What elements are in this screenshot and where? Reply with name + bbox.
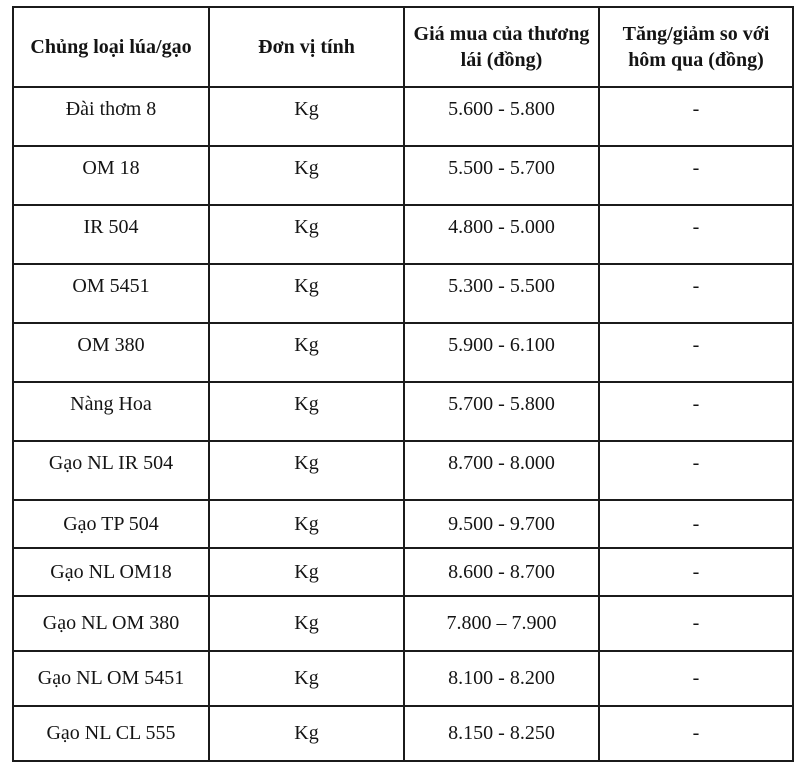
cell-variety: Nàng Hoa — [13, 382, 209, 441]
cell-unit: Kg — [209, 382, 404, 441]
cell-unit: Kg — [209, 146, 404, 205]
cell-unit: Kg — [209, 264, 404, 323]
cell-change: - — [599, 596, 793, 651]
column-header-variety — [13, 7, 209, 87]
cell-variety: OM 380 — [13, 323, 209, 382]
cell-price: 9.500 - 9.700 — [404, 500, 599, 548]
column-header-price — [404, 7, 599, 87]
cell-change: - — [599, 146, 793, 205]
cell-unit: Kg — [209, 87, 404, 146]
cell-change: - — [599, 651, 793, 706]
cell-unit: Kg — [209, 323, 404, 382]
cell-price: 5.900 - 6.100 — [404, 323, 599, 382]
table-row — [13, 651, 793, 706]
cell-price: 5.700 - 5.800 — [404, 382, 599, 441]
cell-change: - — [599, 548, 793, 596]
cell-change: - — [599, 264, 793, 323]
cell-change: - — [599, 500, 793, 548]
cell-change: - — [599, 87, 793, 146]
cell-variety: Gạo NL IR 504 — [13, 441, 209, 500]
rice-price-table — [12, 6, 794, 762]
cell-price: 7.800 – 7.900 — [404, 596, 599, 651]
cell-unit: Kg — [209, 651, 404, 706]
cell-variety: Gạo NL OM 380 — [13, 596, 209, 651]
cell-unit: Kg — [209, 441, 404, 500]
cell-variety: Gạo NL OM 5451 — [13, 651, 209, 706]
cell-price: 8.100 - 8.200 — [404, 651, 599, 706]
cell-unit: Kg — [209, 548, 404, 596]
table-row — [13, 264, 793, 323]
cell-change: - — [599, 323, 793, 382]
column-header-change — [599, 7, 793, 87]
column-header-unit — [209, 7, 404, 87]
cell-unit: Kg — [209, 205, 404, 264]
cell-change: - — [599, 382, 793, 441]
cell-unit: Kg — [209, 596, 404, 651]
table-row — [13, 548, 793, 596]
rice-price-page — [0, 6, 800, 768]
cell-change: - — [599, 441, 793, 500]
header-row — [13, 7, 793, 87]
column-header-unit-label: Đơn vị tính — [258, 35, 355, 58]
cell-unit: Kg — [209, 500, 404, 548]
table-row — [13, 441, 793, 500]
cell-price: 8.700 - 8.000 — [404, 441, 599, 500]
column-header-variety-label: Chủng loại lúa/gạo — [30, 35, 192, 58]
cell-price: 5.600 - 5.800 — [404, 87, 599, 146]
cell-price: 5.300 - 5.500 — [404, 264, 599, 323]
cell-change: - — [599, 706, 793, 761]
cell-variety: Gạo NL OM18 — [13, 548, 209, 596]
cell-price: 4.800 - 5.000 — [404, 205, 599, 264]
table-row — [13, 323, 793, 382]
table-row — [13, 500, 793, 548]
column-header-price-label: Giá mua của thương lái (đồng) — [413, 22, 590, 71]
cell-price: 5.500 - 5.700 — [404, 146, 599, 205]
table-row — [13, 205, 793, 264]
cell-variety: IR 504 — [13, 205, 209, 264]
cell-change: - — [599, 205, 793, 264]
cell-price: 8.150 - 8.250 — [404, 706, 599, 761]
table-row — [13, 596, 793, 651]
table-row — [13, 146, 793, 205]
column-header-change-label: Tăng/giảm so với hôm qua (đồng) — [622, 22, 770, 71]
cell-variety: OM 18 — [13, 146, 209, 205]
cell-price: 8.600 - 8.700 — [404, 548, 599, 596]
cell-variety: Gạo TP 504 — [13, 500, 209, 548]
table-header — [13, 7, 793, 87]
cell-unit: Kg — [209, 706, 404, 761]
table-row — [13, 87, 793, 146]
table-row — [13, 706, 793, 761]
cell-variety: Gạo NL CL 555 — [13, 706, 209, 761]
cell-variety: Đài thơm 8 — [13, 87, 209, 146]
cell-variety: OM 5451 — [13, 264, 209, 323]
table-body — [13, 87, 793, 761]
table-row — [13, 382, 793, 441]
